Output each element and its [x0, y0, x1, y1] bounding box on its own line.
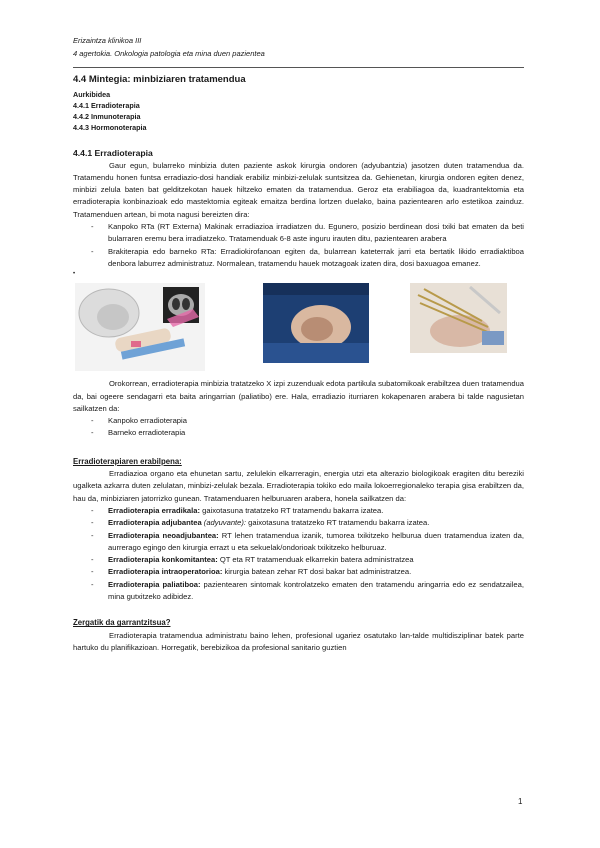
radiotherapy-heading: 4.4.1 Erradioterapia [73, 148, 153, 159]
toc-item: 4.4.2 Inmunoterapia [73, 112, 141, 122]
toc-heading: Aurkibidea [73, 90, 111, 100]
section-title: 4.4 Mintegia: minbiziaren tratamendua [73, 74, 246, 85]
toc-item: 4.4.1 Erradioterapia [73, 101, 140, 111]
list-item: - Erradioterapia erradikala: gaixotasuna tratatzeko RT tratamendu bakarra izatea. [91, 505, 384, 515]
header-rule [73, 67, 524, 68]
running-header [73, 34, 265, 60]
usage-types-list [73, 505, 524, 603]
why-paragraph: Erradioterapia tratamendua administratu baino lehen, profesional ugariez osatutako lan-talde multidisziplinar batek parte hartuko du planifikazioan. Horregatik, berebizikoa da profesional sanitario guztien [73, 630, 524, 652]
list-item: - Erradioterapia adjubantea (adyuvante): gaixotasuna tratatzeko RT tratamendu bakarra izatea. [91, 518, 430, 528]
table-of-contents [73, 89, 524, 133]
treatment-types-list [73, 221, 524, 270]
general-paragraph: Orokorrean, erradioterapia minbizia tratatzeko X izpi zuzenduak edota partikula subatomikoak erabiltzea duen tratamendua da, bai ogeere sendagarri eta baita aringarrian (paliatibo) ere. Hala, erradiazio iturriaren kokapenaren arabera bi talde nagusietan sailkatzen da: [73, 379, 524, 413]
toc-item: 4.4.3 Hormonoterapia [73, 123, 147, 133]
list-item: - Kanpoko erradioterapia [91, 416, 187, 426]
list-item: - Erradioterapia paliatiboa: pazientearen sintomak kontrolatzeko ematen den tratamendu aringarria edo ez sendatzailea, mina gutxitzeko adibidez. [91, 579, 524, 602]
list-item: - Erradioterapia intraoperatorioa: kirurgia batean zehar RT dosi bakar bat administratzea. [91, 567, 412, 577]
linac-machine-image [75, 283, 205, 371]
usage-intro: Erradiazioa organo eta ehunetan sartu, zelulekin elkarreragin, energia utzi eta alterazio biologikoak eragiten ditu bereziki ugalketa azkarra duten zelulatan, minbizi-zelulak bezala. Erradioterapia tokiko edo maila lokoerregionaleko terapia gisa erabiltzen da, hau da, minbiziaren jatorrizko gunean. Tratamenduaren helburuaren arabera, honela sailkatzen da: [73, 469, 524, 503]
list-item: - Erradioterapia konkomitantea: QT eta RT tratamenduak elkarrekin batera administratzea [91, 555, 414, 565]
bullet-mark: • [73, 271, 76, 278]
list-item: - Barneko erradioterapia [91, 428, 186, 438]
brachytherapy-image [410, 283, 507, 353]
page-number: 1 [518, 797, 523, 806]
header-scenario: 4 agertokia. Onkologia patologia eta mina duen pazientea [73, 49, 265, 58]
surgical-catheter-image [263, 283, 369, 363]
list-item: - Kanpoko RTa (RT Externa) Makinak erradiazioa irradiatzen du. Egunero, posizio berdinean dosi txiki bat ematen da beti bularraren eremu bera irradiatzeko. Tratamenduak 6-8 aste inguru irauten ditu, pazientearen arabera [91, 222, 524, 244]
image-row [73, 283, 524, 375]
header-course: Erizaintza klinikoa III [73, 36, 142, 45]
list-item: - Erradioterapia neoadjubantea: RT lehen tratamendua izanik, tumorea txikitzeko helburua duen tratamendua izaten da, aurrerago egingo den kirurgia errazt u eta sekuelak/ondorioak txikitzeko helburuaz. [91, 530, 524, 552]
list-item: - Brakiterapia edo barneko RTa: Erradiokirofanoan egiten da, bularrean kateterrak jarri eta bertatik likido erradiaktiboa denbora laburrez administratuz. Normalean, tratamendu hauek motzagoak izaten dira, dosi baxuagoa emanez. [91, 246, 524, 268]
page-body [73, 72, 524, 654]
why-heading: Zergatik da garrantzitsua? [73, 618, 171, 628]
radiotherapy-groups-list [73, 415, 524, 440]
usage-heading: Erradioterapiaren erabilpena: [73, 456, 182, 466]
radiotherapy-intro: Gaur egun, bularreko minbizia duten paziente askok kirurgia ondoren (adyubantzia) jasotzen duten tratamendua da. Tratamendu honen funtsa erradiazio-dosi handiak erabiliz minbizi-zelulak suntsitzea da. Gehienetan, kirurgia ondoren egiten denez, minbizi zelula baten bat gelditzekotan hauek hiltzeko ematen da tratamendua. Geroz eta erabiliagoa da, kuadrantektomia eta erradioterapia konbinazioak edo mastektomia egiteak emaitza berdina lortzen duelako, baina pazientearen arlo estetikoa zainduz. Tratamenduen artean, bi mota nagusi bereizten dira: [73, 160, 524, 219]
